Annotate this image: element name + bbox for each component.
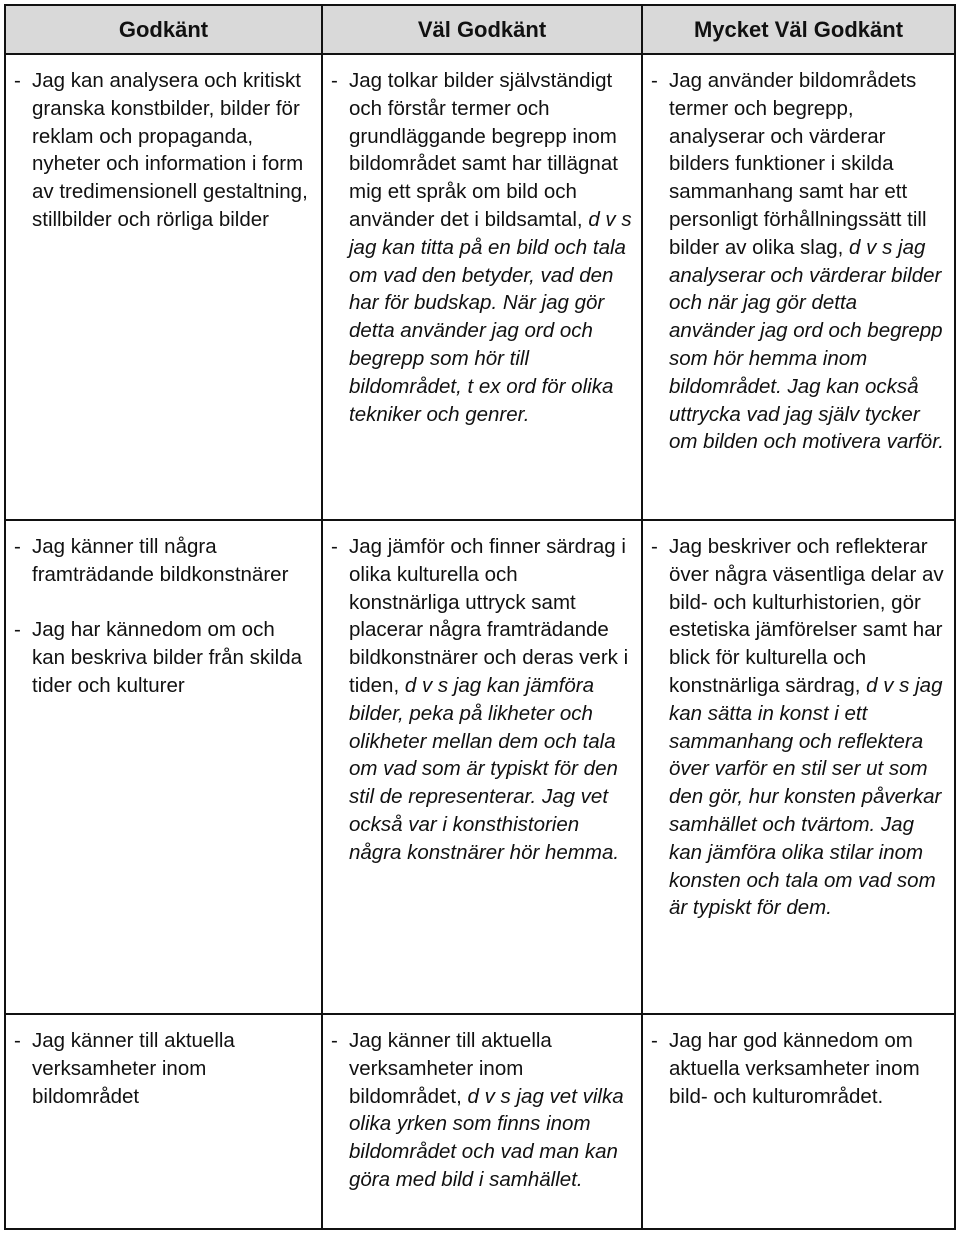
cell-r2-mycket-val-godkant: [643, 521, 954, 1015]
cell-r3-val-godkant: [323, 1015, 643, 1228]
criterion-item: - Jag jämför och finner särdrag i olika kulturella och konstnärliga uttryck samt placerar några framträdande bildkonstnärer och deras verk i tiden, d v s jag kan jämföra bilder, peka på likheter och olikheter mellan dem och tala om vad som är typiskt för den stil de representerar. Jag vet också var i konsthistorien några konstnärer hör hemma.: [331, 535, 629, 864]
cell-r1-val-godkant: [323, 55, 643, 521]
criterion-item: - Jag känner till några framträdande bildkonstnärer: [14, 535, 289, 586]
header-mycket-val-godkant: Mycket Väl Godkänt: [643, 6, 954, 55]
cell-r1-godkant: [6, 55, 323, 521]
criterion-item: - Jag har god kännedom om aktuella verksamheter inom bild- och kulturområdet.: [651, 1029, 920, 1108]
criterion-item: - Jag känner till aktuella verksamheter inom bildområdet, d v s jag vet vilka olika yrken som finns inom bildområdet och vad man kan göra med bild i samhället.: [331, 1029, 624, 1191]
cell-r3-godkant: [6, 1015, 323, 1228]
header-godkant: Godkänt: [6, 6, 323, 55]
criterion-item: - Jag tolkar bilder självständigt och förstår termer och grundläggande begrepp inom bildområdet samt har tillägnat mig ett språk om bild och använder det i bildsamtal, d v s jag kan titta på en bild och tala om vad den betyder, vad den har för budskap. När jag gör detta använder jag ord och begrepp som hör till bildområdet, t ex ord för olika tekniker och genrer.: [331, 69, 632, 426]
header-val-godkant: Väl Godkänt: [323, 6, 643, 55]
cell-r3-mycket-val-godkant: [643, 1015, 954, 1228]
cell-r2-godkant: [6, 521, 323, 1015]
criterion-item: - Jag kan analysera och kritiskt granska konstbilder, bilder för reklam och propaganda, nyheter och information i form av tredimensionell gestaltning, stillbilder och rörliga bilder: [14, 69, 308, 231]
cell-r2-val-godkant: [323, 521, 643, 1015]
criterion-item: - Jag beskriver och reflekterar över några väsentliga delar av bild- och kulturhistorien, gör estetiska jämförelser samt har blick för kulturella och konstnärliga särdrag, d v s jag kan sätta in konst i ett sammanhang och reflektera över varför en stil ser ut som den gör, hur konsten påverkar samhället och tvärtom. Jag kan jämföra olika stilar inom konsten och tala om vad som är typiskt för dem.: [651, 535, 944, 920]
criterion-item: - Jag känner till aktuella verksamheter inom bildområdet: [14, 1029, 235, 1108]
criterion-item: - Jag använder bildområdets termer och begrepp, analyserar och värderar bilders funktioner i skilda sammanhang samt har ett personligt förhållningssätt till bilder av olika slag, d v s jag analyserar och värderar bilder och när jag gör detta använder jag ord och begrepp som hör hemma inom bildområdet. Jag kan också uttrycka vad jag själv tycker om bilden och motivera varför.: [651, 69, 944, 454]
grading-table: [4, 4, 956, 1230]
criterion-item: - Jag har kännedom om och kan beskriva bilder från skilda tider och kulturer: [14, 618, 303, 697]
cell-r1-mycket-val-godkant: [643, 55, 954, 521]
